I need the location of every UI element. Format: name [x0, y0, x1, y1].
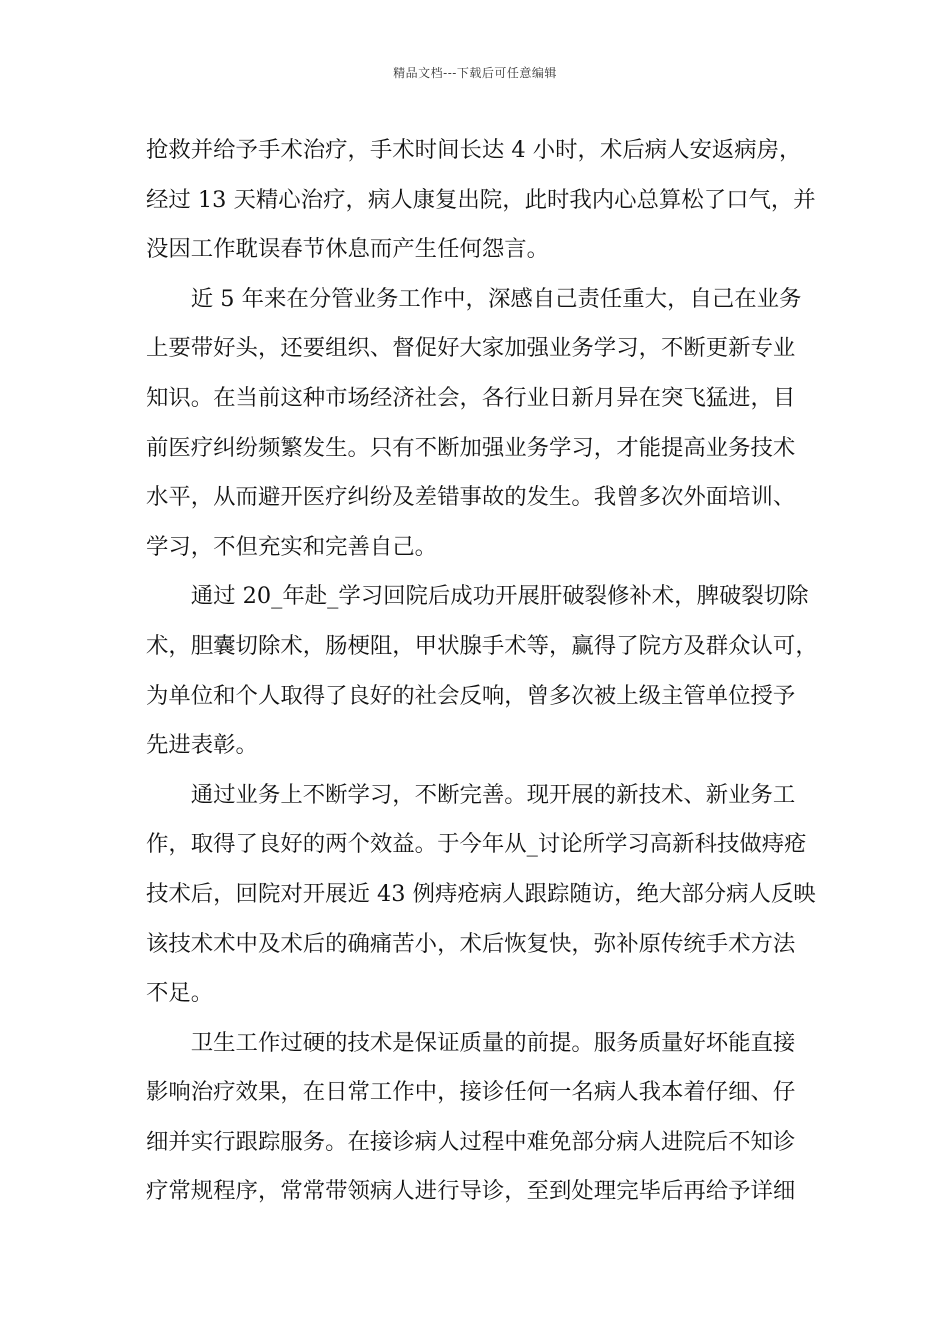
- text-line: 疗常规程序，常常带领病人进行导诊，至到处理完毕后再给予详细: [146, 1178, 796, 1205]
- text-line: 不足。: [146, 980, 214, 1007]
- text-line: 作，取得了良好的两个效益。于今年从_讨论所学习高新科技做痔疮: [146, 831, 807, 858]
- text-line: 细并实行跟踪服务。在接诊病人过程中难免部分病人进院后不知诊: [146, 1128, 796, 1155]
- text-line: 经过 13 天精心治疗，病人康复出院，此时我内心总算松了口气，并: [146, 186, 816, 213]
- text-line: 术，胆囊切除术，肠梗阻，甲状腺手术等，赢得了院方及群众认可，: [146, 632, 818, 659]
- text-line: 近 5 年来在分管业务工作中，深感自己责任重大，自己在业务: [146, 285, 802, 312]
- text-line: 抢救并给予手术治疗，手术时间长达 4 小时，术后病人安返病房，: [146, 137, 802, 163]
- text-line: 先进表彰。: [146, 732, 258, 759]
- text-line: 为单位和个人取得了良好的社会反响，曾多次被上级主管单位授予: [146, 682, 796, 709]
- text-line: 通过业务上不断学习，不断完善。现开展的新技术、新业务工: [146, 781, 796, 808]
- text-line: 影响治疗效果，在日常工作中，接诊任何一名病人我本着仔细、仔: [146, 1079, 796, 1106]
- text-line: 该技术术中及术后的确痛苦小，术后恢复快，弥补原传统手术方法: [146, 930, 796, 957]
- text-line: 知识。在当前这种市场经济社会，各行业日新月异在突飞猛进，目: [146, 384, 796, 411]
- text-line: 通过 20_年赴_学习回院后成功开展肝破裂修补术，脾破裂切除: [146, 583, 809, 610]
- text-line: 学习，不但充实和完善自己。: [146, 533, 438, 560]
- text-line: 前医疗纠纷频繁发生。只有不断加强业务学习，才能提高业务技术: [146, 434, 796, 461]
- body-text: [146, 126, 816, 1217]
- text-line: 上要带好头，还要组织、督促好大家加强业务学习，不断更新专业: [146, 335, 796, 362]
- text-line: 水平，从而避开医疗纠纷及差错事故的发生。我曾多次外面培训、: [146, 484, 796, 511]
- text-line: 没因工作耽误春节休息而产生任何怨言。: [146, 236, 550, 263]
- text-line: 卫生工作过硬的技术是保证质量的前提。服务质量好坏能直接: [146, 1029, 796, 1056]
- page-header: 精品文档---下载后可任意编辑: [393, 66, 557, 80]
- text-line: 技术后，回院对开展近 43 例痔疮病人跟踪随访，绝大部分病人反映: [146, 880, 816, 907]
